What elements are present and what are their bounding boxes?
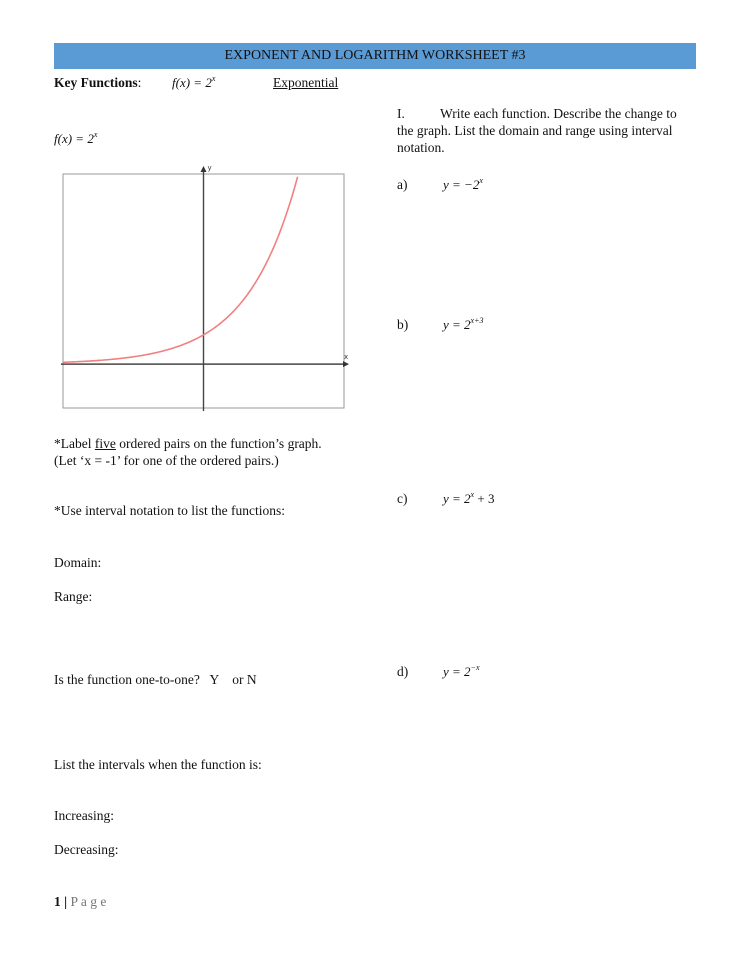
one-to-one-question: Is the function one-to-one? Y or N	[54, 672, 257, 687]
x-axis-label: x	[344, 353, 349, 362]
problem-b-lhs: y = 2	[443, 317, 471, 332]
section-instructions: Write each function. Describe the change to the graph. List the domain and range using interval notation.	[397, 106, 677, 155]
problem-c-formula	[443, 490, 494, 507]
domain-label: Domain:	[54, 555, 102, 570]
key-function-formula	[172, 74, 215, 91]
key-function-lhs: f(x) = 2	[172, 75, 212, 90]
exponential-curve	[63, 177, 298, 363]
exponential-graph	[58, 160, 358, 416]
page-separator: |	[60, 894, 71, 909]
y-axis-arrow	[201, 166, 207, 172]
page-number: 1	[54, 894, 61, 909]
problem-a-formula	[443, 176, 483, 193]
worksheet-title: EXPONENT AND LOGARITHM WORKSHEET #3	[224, 48, 526, 63]
interval-instruction: *Use interval notation to list the functions:	[54, 503, 285, 518]
problem-c-letter: c)	[397, 491, 408, 506]
page-footer	[54, 893, 106, 910]
problem-c-tail: + 3	[474, 491, 495, 506]
key-functions-line	[54, 74, 141, 91]
problem-a-letter: a)	[397, 177, 408, 192]
key-function-exp: x	[211, 74, 216, 83]
graph-function-lhs: f(x) = 2	[54, 131, 94, 146]
label-instruction-rest: ordered pairs on the function’s graph.	[115, 436, 322, 451]
decreasing-label: Decreasing:	[54, 842, 119, 857]
problem-b-formula	[443, 316, 484, 333]
x-axis-arrow	[343, 361, 349, 367]
problem-c-exp: x	[470, 490, 475, 499]
key-function-type: Exponential	[273, 75, 339, 90]
page-word: P a g e	[70, 894, 107, 909]
problem-d-formula	[443, 663, 480, 680]
label-instruction-five: five	[94, 436, 116, 451]
key-functions-label: Key Functions	[54, 75, 138, 90]
problem-c-lhs: y = 2	[443, 491, 471, 506]
problem-a-lhs: y = −2	[443, 177, 480, 192]
problem-b-letter: b)	[397, 317, 409, 332]
problem-a-exp: x	[479, 176, 483, 185]
key-functions-colon: :	[137, 75, 142, 90]
intervals-instruction: List the intervals when the function is:	[54, 757, 262, 772]
label-instruction-1	[54, 435, 322, 452]
problem-d-lhs: y = 2	[443, 664, 471, 679]
increasing-label: Increasing:	[54, 808, 114, 823]
section-number: I.	[397, 106, 405, 121]
graph-function-label	[54, 130, 97, 147]
label-instruction-start: *Label	[54, 436, 95, 451]
label-instruction-2: (Let ‘x = -1’ for one of the ordered pairs.)	[54, 453, 279, 468]
problem-b-exp: x+3	[470, 316, 484, 325]
problem-d-exp: −x	[470, 663, 480, 672]
graph-function-exp: x	[93, 130, 98, 139]
range-label: Range:	[54, 589, 93, 604]
y-axis-label: y	[207, 164, 212, 172]
worksheet-title-bar	[54, 43, 696, 69]
problem-d-letter: d)	[397, 664, 409, 679]
